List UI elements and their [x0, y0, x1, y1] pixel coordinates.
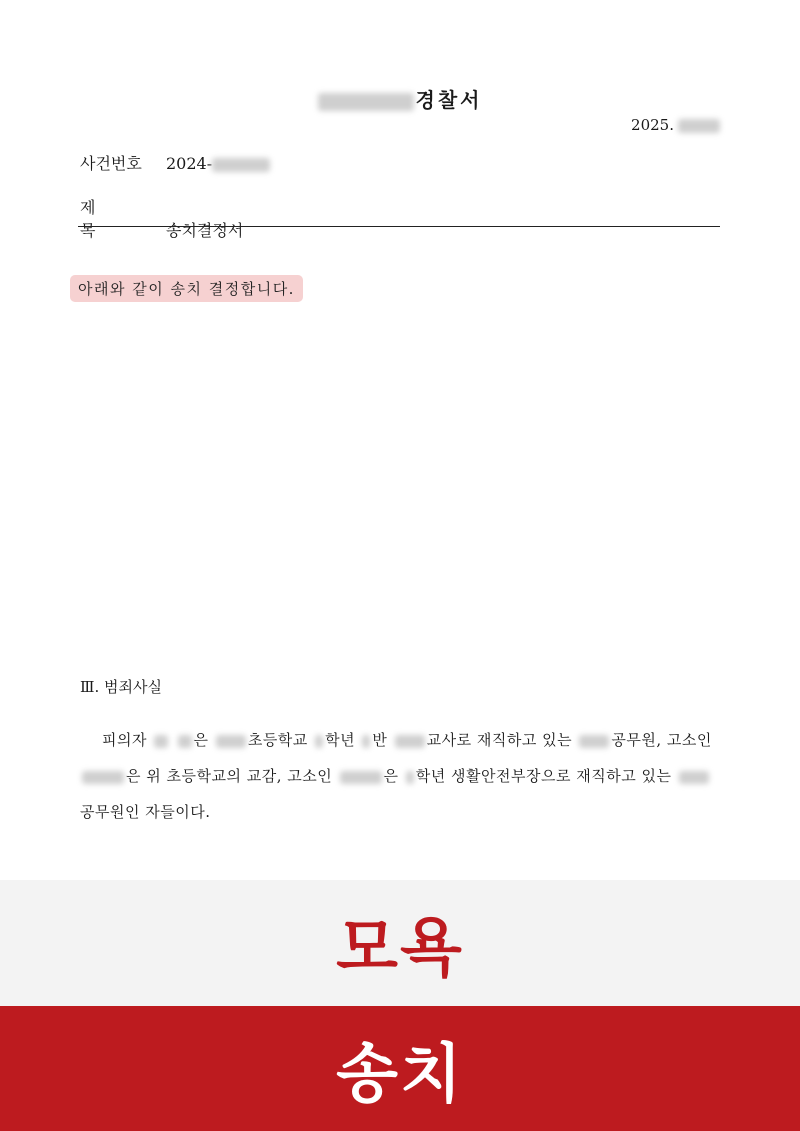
- header-divider: [78, 226, 720, 227]
- subject-row: [80, 195, 243, 241]
- para-text: 은: [193, 731, 209, 749]
- redacted-subject: [395, 735, 425, 748]
- redacted-name: [82, 771, 124, 784]
- para-text: 공무원인 자들이다.: [80, 803, 211, 821]
- redacted-grade: [315, 735, 323, 748]
- redacted-grade: [406, 771, 414, 784]
- para-text: 교사로 재직하고 있는: [426, 731, 573, 749]
- para-text: 학년: [325, 731, 356, 749]
- document-title: [0, 84, 800, 113]
- subject-label: 제목: [80, 198, 124, 240]
- redacted-date: [678, 119, 720, 133]
- bottom-banner: [0, 1006, 800, 1131]
- redacted-class: [362, 735, 370, 748]
- para-text: 은: [383, 767, 399, 785]
- para-text: 고소인: [666, 731, 712, 749]
- case-number-row: [80, 151, 270, 174]
- highlighted-decision: 아래와 같이 송치 결정합니다.: [70, 275, 303, 302]
- banner-bottom-text: 송치: [336, 1037, 464, 1112]
- case-prefix: 2024-: [166, 154, 213, 173]
- para-text: 학년 생활안전부장으로: [415, 767, 571, 785]
- redacted-name: [154, 735, 168, 748]
- redacted-name: [340, 771, 382, 784]
- para-text: 초등학교: [247, 731, 308, 749]
- para-text: 은 위 초등학교의 교감, 고소인: [126, 767, 333, 785]
- document-date: [631, 116, 720, 134]
- redacted-region: [679, 771, 709, 784]
- redacted-name: [178, 735, 192, 748]
- para-text: 피의자: [102, 731, 147, 749]
- banner-top-text: 모욕: [336, 912, 464, 986]
- title-suffix: 경찰서: [415, 88, 483, 112]
- redacted-region: [579, 735, 609, 748]
- redacted-school: [216, 735, 246, 748]
- para-text: 공무원,: [611, 731, 662, 749]
- para-text: 반: [372, 731, 388, 749]
- case-label: 사건번호: [80, 154, 142, 173]
- section-heading: Ⅲ. 범죄사실: [80, 678, 162, 696]
- para-text: 재직하고 있는: [576, 767, 672, 785]
- redacted-case-number: [212, 158, 270, 172]
- subject-value: 송치결정서: [166, 221, 244, 240]
- redacted-station-name: [318, 93, 414, 111]
- date-prefix: 2025.: [631, 116, 674, 134]
- crime-facts-paragraph: [80, 722, 725, 830]
- top-banner: [0, 880, 800, 1006]
